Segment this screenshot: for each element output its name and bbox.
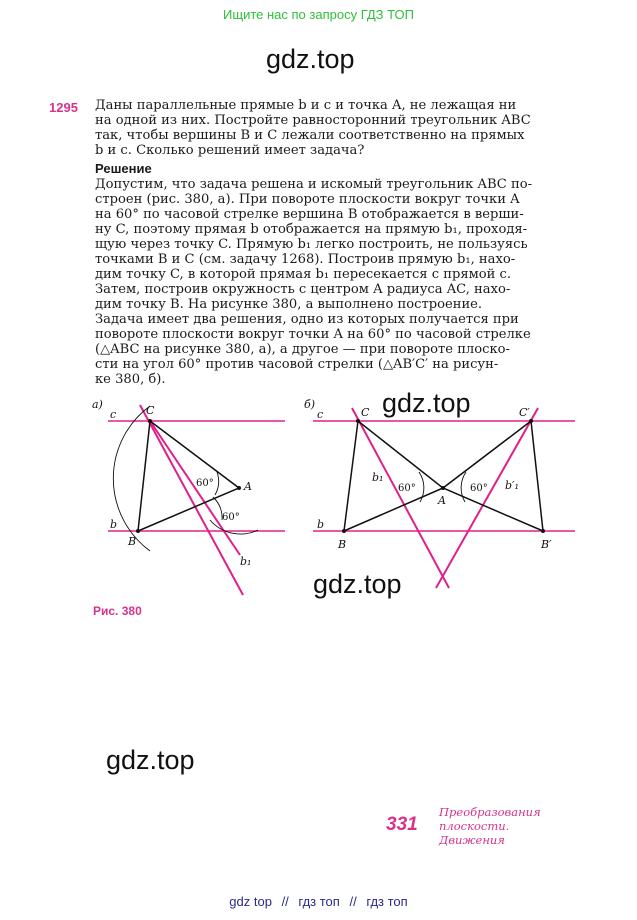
footer-separator: //	[281, 894, 289, 909]
triangle-abc	[344, 421, 443, 531]
text-line: (△ABC на рисунке 380, а), а другое — при повороте плоско-	[95, 342, 510, 357]
text-line: точками B и C (см. задачу 1268). Построив прямую b₁, нахо-	[95, 252, 516, 267]
label-b1-prime: b′₁	[505, 479, 519, 492]
section-title-line: плоскости.	[439, 819, 510, 833]
text-line: дим точку C, в которой прямая b₁ пересекается с прямой c.	[95, 267, 512, 282]
label-angle-right: 60°	[470, 483, 488, 494]
label-angle-top: 60°	[196, 478, 214, 489]
label-b: b	[317, 518, 325, 531]
label-angle-left: 60°	[398, 483, 416, 494]
text-line: Даны параллельные прямые b и c и точка A, не лежащая ни	[95, 98, 517, 113]
text-line: Задача имеет два решения, одно из которых получается при	[95, 312, 519, 327]
label-point-a: A	[438, 494, 446, 507]
label-point-b-prime: B′	[541, 538, 552, 551]
footer-link[interactable]: гдз топ	[298, 894, 340, 909]
footer-link[interactable]: gdz top	[229, 894, 272, 909]
text-line: Затем, построив окружность с центром A радиуса AC, нахо-	[95, 282, 511, 297]
triangle-ab2c2	[443, 421, 543, 531]
point-b-prime	[541, 529, 545, 533]
text-line: щую через точку C. Прямую b₁ легко построить, не пользуясь	[95, 237, 528, 252]
footer-link[interactable]: гдз топ	[366, 894, 408, 909]
watermark-logo: gdz.top	[266, 44, 355, 74]
figure-caption: Рис. 380	[93, 604, 142, 618]
label-point-b: B	[338, 538, 347, 551]
watermark-logo: gdz.top	[313, 569, 402, 599]
line-b1-prime	[436, 408, 538, 588]
solution-title: Решение	[95, 161, 152, 176]
point-c	[356, 419, 360, 423]
label-c: c	[110, 408, 117, 421]
text-line: ке 380, б).	[95, 372, 166, 387]
point-c-prime	[529, 419, 533, 423]
label-point-b: B	[128, 535, 137, 548]
label-point-c: C	[146, 404, 155, 417]
text-line: повороте плоскости вокруг точки A на 60° по часовой стрелке	[95, 327, 531, 342]
label-point-a: A	[244, 480, 252, 493]
label-b1: b₁	[240, 555, 252, 568]
text-line: дим точку B. На рисунке 380, а выполнено построение.	[95, 297, 483, 312]
point-b	[342, 529, 346, 533]
label-point-c: C	[361, 406, 370, 419]
text-line: сти на угол 60° против часовой стрелки (△AB′C′ на рисун-	[95, 357, 499, 372]
text-line: ну C, поэтому прямая b отображается на прямую b₁, проходя-	[95, 222, 528, 237]
text-line: b и c. Сколько решений имеет задача?	[95, 143, 365, 158]
label-c: c	[317, 408, 324, 421]
point-a	[441, 486, 445, 490]
watermark-logo: gdz.top	[382, 388, 471, 418]
line-b1	[352, 408, 449, 588]
text-line: на 60° по часовой стрелке вершина B отображается в верши-	[95, 207, 524, 222]
search-hint-link[interactable]: Ищите нас по запросу ГДЗ ТОП	[223, 7, 414, 22]
label-b1: b₁	[372, 471, 384, 484]
watermark-logo: gdz.top	[106, 745, 195, 775]
text-line: на одной из них. Постройте равносторонний треугольник ABC	[95, 113, 531, 128]
problem-number: 1295	[49, 100, 78, 115]
section-title-line: Преобразования	[439, 805, 541, 819]
footer-links	[0, 894, 637, 909]
text-line: так, чтобы вершины B и C лежали соответственно на прямых	[95, 128, 525, 143]
panel-label: б)	[304, 398, 316, 411]
page-number: 331	[386, 814, 418, 835]
panel-label: а)	[92, 398, 103, 411]
text-line: Допустим, что задача решена и искомый треугольник ABC по-	[95, 177, 533, 192]
label-point-c-prime: C′	[519, 406, 530, 419]
section-title-line: Движения	[439, 833, 505, 847]
text-line: строен (рис. 380, а). При повороте плоскости вокруг точки A	[95, 192, 520, 207]
footer-separator: //	[349, 894, 357, 909]
label-b: b	[110, 518, 118, 531]
label-angle-bottom: 60°	[222, 512, 240, 523]
